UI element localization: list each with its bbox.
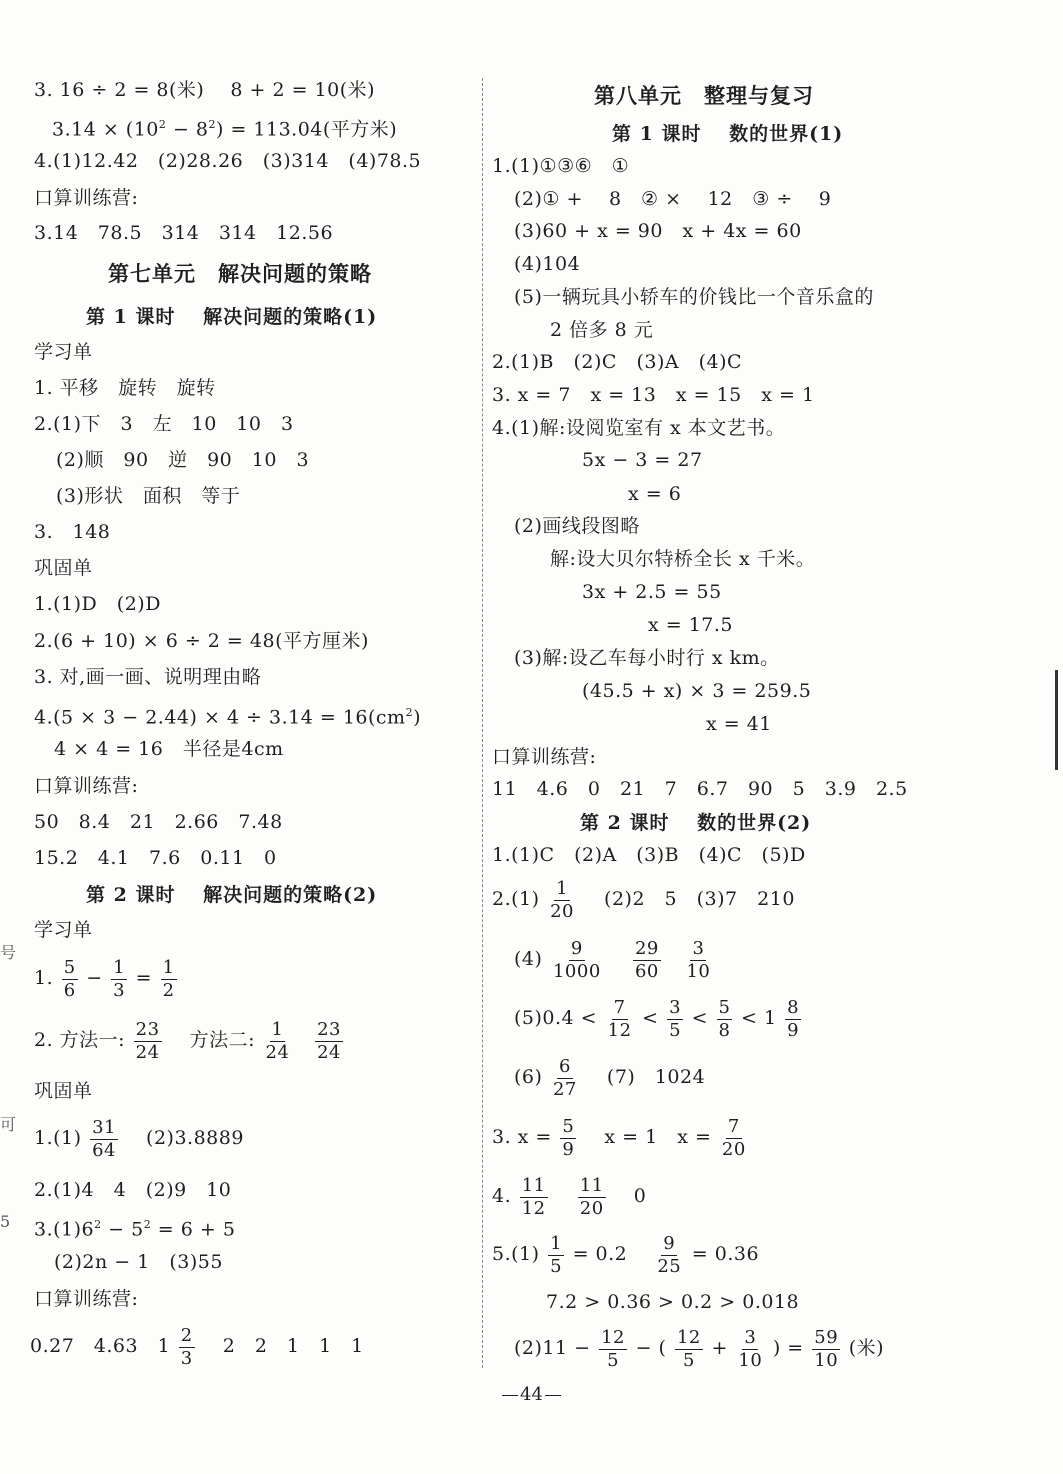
fraction: $\frac{31}{64}$ bbox=[92, 1116, 116, 1161]
fraction: $\frac{5}{8}$ bbox=[718, 996, 731, 1041]
answer-line: 2.(1)4 4 (2)9 10 bbox=[34, 1179, 232, 1201]
equation: (45.5 + x) × 3 = 259.5 bbox=[582, 680, 812, 702]
section-label: 巩固单 bbox=[34, 1080, 93, 1102]
fraction: $\frac{3}{10}$ bbox=[686, 937, 711, 982]
equation: 5x − 3 = 27 bbox=[582, 449, 703, 471]
fraction: $\frac{2}{3}$ bbox=[180, 1324, 193, 1369]
fraction: $\frac{12}{5}$ bbox=[676, 1326, 701, 1371]
fraction: $\frac{29}{60}$ bbox=[634, 937, 659, 982]
answer-line: 3. 16 ÷ 2 = 8(米) 8 + 2 = 10(米) bbox=[34, 79, 376, 101]
section-label: 学习单 bbox=[34, 919, 93, 941]
fraction: $\frac{1}{24}$ bbox=[265, 1018, 290, 1063]
fraction: $\frac{9}{25}$ bbox=[657, 1232, 682, 1277]
fraction-line: (4) $\frac{9}{1000}$ $\frac{29}{60}$ $\frac{3}{10}$ bbox=[514, 937, 711, 982]
answer-line: 4.(1)解:设阅览室有 x 本文艺书。 bbox=[492, 417, 786, 439]
fraction: $\frac{1}{20}$ bbox=[550, 877, 574, 922]
section-label: 巩固单 bbox=[34, 557, 93, 579]
fraction: $\frac{5}{9}$ bbox=[562, 1115, 575, 1160]
answer-line: 2.(6 + 10) × 6 ÷ 2 = 48(平方厘米) bbox=[34, 630, 369, 652]
fraction: $\frac{8}{9}$ bbox=[787, 996, 800, 1041]
fraction: $\frac{11}{20}$ bbox=[579, 1174, 604, 1219]
answer-line: $3.(1)6^2 - 5^2 = 6 + 5$ bbox=[34, 1218, 236, 1241]
answer-line: (2)① + 8 ② × 12 ③ ÷ 9 bbox=[514, 188, 832, 210]
fraction-line: 1. $\frac{5}{6}$ − $\frac{1}{3}$ = $\frac{1}{2}$ bbox=[34, 956, 175, 1001]
answer-line: 4.(1)12.42 (2)28.26 (3)314 (4)78.5 bbox=[34, 150, 422, 172]
fraction-line: 2.(1) $\frac{1}{20}$ (2)2 5 (3)7 210 bbox=[492, 877, 795, 922]
fraction-line: (6) $\frac{6}{27}$ (7) 1024 bbox=[514, 1055, 706, 1100]
edge-bar bbox=[1055, 670, 1058, 770]
answer-line: 7.2 > 0.36 > 0.2 > 0.018 bbox=[546, 1291, 800, 1313]
section-label: 口算训练营: bbox=[34, 1288, 139, 1310]
fraction: $\frac{7}{20}$ bbox=[721, 1115, 746, 1160]
fraction-line: 1.(1) $\frac{31}{64}$ (2)3.8889 bbox=[34, 1116, 244, 1161]
answer-line: (3)60 + x = 90 x + 4x = 60 bbox=[514, 220, 802, 242]
fraction: $\frac{7}{12}$ bbox=[607, 996, 632, 1041]
fraction-line: (5)0.4 < $\frac{7}{12}$ < $\frac{3}{5}$ < $\frac{5}{8}$ < 1 $\frac{8}{9}$ bbox=[514, 996, 800, 1041]
dash-decoration bbox=[502, 1395, 518, 1396]
answer-line: 解:设大贝尔特桥全长 x 千米。 bbox=[550, 548, 816, 570]
section-label: 口算训练营: bbox=[34, 775, 139, 797]
lesson-title: 第 1 课时 数的世界(1) bbox=[612, 123, 844, 145]
fraction: $\frac{5}{6}$ bbox=[63, 956, 76, 1001]
fraction: $\frac{1}{2}$ bbox=[162, 956, 175, 1001]
fraction: $\frac{1}{5}$ bbox=[550, 1232, 563, 1277]
column-divider bbox=[482, 78, 483, 1368]
edge-mark: 可 bbox=[0, 1115, 17, 1134]
answer-line: (3)形状 面积 等于 bbox=[56, 485, 241, 507]
fraction: $\frac{11}{12}$ bbox=[521, 1174, 546, 1219]
edge-mark: 5 bbox=[0, 1212, 11, 1231]
fraction-line: 0.27 4.63 1 $\frac{2}{3}$ 2 2 1 1 1 bbox=[30, 1324, 364, 1369]
fraction-line: 3. x = $\frac{5}{9}$ x = 1 x = $\frac{7}{20}$ bbox=[492, 1115, 746, 1160]
answer-line: 2 倍多 8 元 bbox=[550, 319, 654, 341]
answer-line: 3.14 78.5 314 314 12.56 bbox=[34, 222, 334, 244]
equation: x = 6 bbox=[628, 483, 682, 505]
fraction: $\frac{23}{24}$ bbox=[135, 1018, 160, 1063]
answer-line: $3.14 \times (10^2 - 8^2) = 113.04$(平方米) bbox=[52, 118, 398, 141]
answer-line: $4.(5 \times 3 - 2.44) \times 4 \div 3.14 = 16(cm^2)$ bbox=[34, 706, 421, 729]
page-number: 44 bbox=[0, 1384, 1063, 1405]
answer-line: (3)解:设乙车每小时行 x km。 bbox=[514, 647, 780, 669]
lesson-title: 第 2 课时 解决问题的策略(2) bbox=[86, 884, 378, 906]
section-label: 口算训练营: bbox=[492, 746, 597, 768]
unit-title: 第八单元 整理与复习 bbox=[594, 83, 814, 108]
unit-title: 第七单元 解决问题的策略 bbox=[108, 261, 372, 286]
fraction: $\frac{3}{5}$ bbox=[669, 996, 682, 1041]
answer-line: 3. x = 7 x = 13 x = 15 x = 1 bbox=[492, 384, 815, 406]
answer-line: 2.(1)B (2)C (3)A (4)C bbox=[492, 351, 743, 373]
answer-line: 1. 平移 旋转 旋转 bbox=[34, 377, 216, 399]
answer-line: 50 8.4 21 2.66 7.48 bbox=[34, 811, 283, 833]
fraction: $\frac{3}{10}$ bbox=[738, 1326, 763, 1371]
fraction-line: (2)11 − $\frac{12}{5}$ − ( $\frac{12}{5}$ + $\frac{3}{10}$ ) = $\frac{59}{10}$ (米) bbox=[514, 1326, 885, 1371]
edge-mark: 号 bbox=[0, 943, 17, 962]
equation: 3x + 2.5 = 55 bbox=[582, 581, 722, 603]
answer-line: 3. 对,画一画、说明理由略 bbox=[34, 666, 262, 688]
fraction: $\frac{1}{3}$ bbox=[113, 956, 126, 1001]
dash-decoration bbox=[545, 1395, 561, 1396]
answer-line: (2)画线段图略 bbox=[514, 515, 640, 537]
answer-line: (2)顺 90 逆 90 10 3 bbox=[56, 449, 310, 471]
lesson-title: 第 1 课时 解决问题的策略(1) bbox=[86, 306, 378, 328]
fraction-line: 5.(1) $\frac{1}{5}$ = 0.2 $\frac{9}{25}$ = 0.36 bbox=[492, 1232, 760, 1277]
answer-line: 11 4.6 0 21 7 6.7 90 5 3.9 2.5 bbox=[492, 778, 908, 800]
answer-line: 1.(1)C (2)A (3)B (4)C (5)D bbox=[492, 844, 806, 866]
fraction: $\frac{59}{10}$ bbox=[814, 1326, 839, 1371]
section-label: 学习单 bbox=[34, 341, 93, 363]
answer-line: (5)一辆玩具小轿车的价钱比一个音乐盒的 bbox=[514, 286, 874, 308]
answer-line: 4 × 4 = 16 半径是4cm bbox=[54, 738, 284, 760]
answer-line: 15.2 4.1 7.6 0.11 0 bbox=[34, 847, 277, 869]
fraction-line: 2. 方法一: $\frac{23}{24}$ 方法二: $\frac{1}{24}$ $\frac{23}{24}$ bbox=[34, 1018, 341, 1063]
fraction: $\frac{9}{1000}$ bbox=[552, 937, 601, 982]
fraction: $\frac{23}{24}$ bbox=[317, 1018, 341, 1063]
answer-line: (4)104 bbox=[514, 253, 581, 275]
answer-line: (2)2n − 1 (3)55 bbox=[54, 1251, 223, 1273]
equation: x = 17.5 bbox=[648, 614, 734, 636]
fraction-line: 4. $\frac{11}{12}$ $\frac{11}{20}$ 0 bbox=[492, 1174, 647, 1219]
fraction: $\frac{6}{27}$ bbox=[552, 1055, 577, 1100]
section-label: 口算训练营: bbox=[34, 187, 139, 209]
answer-line: 1.(1)D (2)D bbox=[34, 593, 161, 615]
lesson-title: 第 2 课时 数的世界(2) bbox=[580, 812, 812, 834]
fraction: $\frac{12}{5}$ bbox=[601, 1326, 626, 1371]
answer-line: 3. 148 bbox=[34, 521, 111, 543]
equation: x = 41 bbox=[706, 713, 772, 735]
answer-line: 1.(1)①③⑥ ① bbox=[492, 155, 630, 177]
answer-line: 2.(1)下 3 左 10 10 3 bbox=[34, 413, 294, 435]
